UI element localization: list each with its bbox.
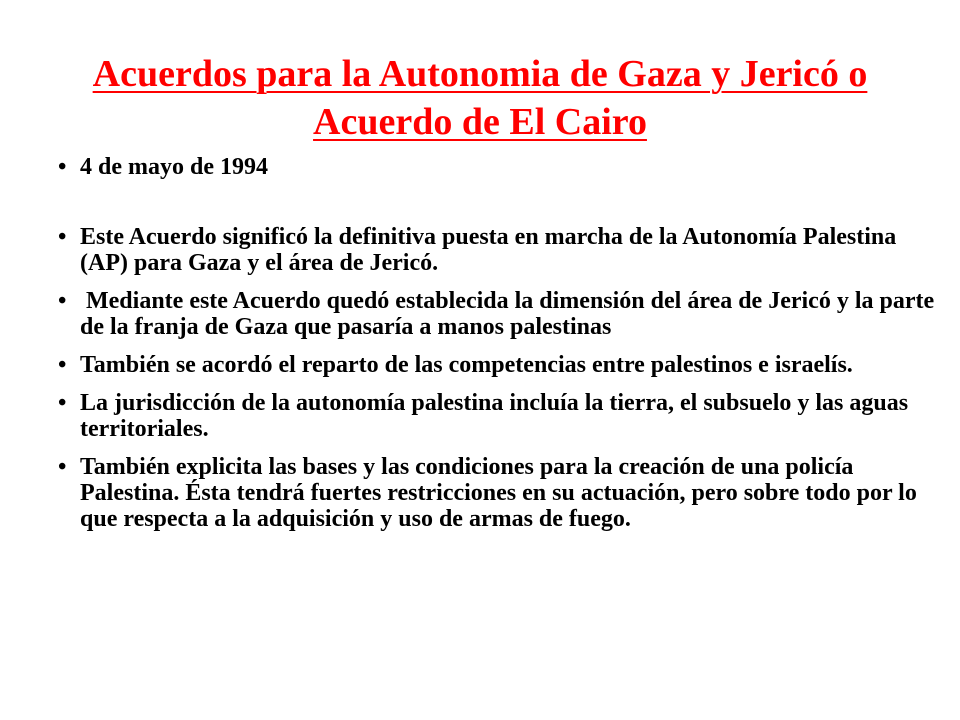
bullet-item-autonomy (58, 224, 938, 276)
bullet-dot-icon: • (58, 454, 67, 480)
bullet-item-date (58, 154, 938, 180)
bullet-item-jurisdiction (58, 390, 938, 442)
bullet-dot-icon: • (58, 390, 67, 416)
bullet-dot-icon: • (58, 288, 67, 314)
slide-title: Acuerdos para la Autonomia de Gaza y Jericó o Acuerdo de El Cairo (92, 53, 868, 143)
bullet-dot-icon: • (58, 154, 67, 180)
bullet-text: Mediante este Acuerdo quedó establecida la dimensión del área de Jericó y la parte de la franja de Gaza que pasaría a manos palestinas (80, 288, 941, 340)
bullet-text: La jurisdicción de la autonomía palestina incluía la tierra, el subsuelo y las aguas territoriales. (80, 390, 909, 442)
bullet-text: 4 de mayo de 1994 (80, 154, 268, 180)
bullet-dot-icon: • (58, 352, 67, 378)
bullet-text: También se acordó el reparto de las competencias entre palestinos e israelís. (80, 352, 853, 378)
bullet-text: También explicita las bases y las condiciones para la creación de una policía Palestina. Ésta tendrá fuertes restricciones en su actuación, pero sobre todo por lo que respecta a la adquisición y uso de armas de fuego. (80, 454, 917, 532)
bullet-item-competencies (58, 352, 938, 378)
bullet-item-dimension (58, 288, 941, 340)
bullet-dot-icon: • (58, 224, 67, 250)
bullet-text: Este Acuerdo significó la definitiva puesta en marcha de la Autonomía Palestina (AP) para Gaza y el área de Jericó. (80, 224, 897, 276)
bullet-item-police (58, 454, 938, 532)
bullet-list (58, 154, 941, 544)
